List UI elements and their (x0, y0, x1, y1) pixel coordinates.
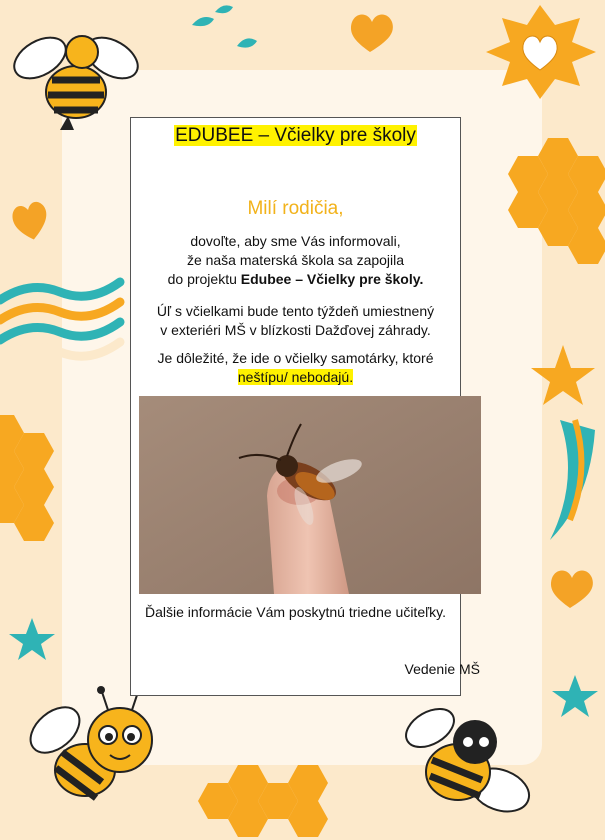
more-info: Ďalšie informácie Vám poskytnú triedne učiteľky. (144, 604, 447, 620)
solitary-line: Je dôležité, že ide o včielky samotárky, ktoré (157, 350, 434, 366)
solitary-paragraph (137, 349, 454, 387)
intro-paragraph (137, 232, 454, 289)
greeting: Milí rodičia, (247, 198, 344, 219)
hive-line: Úľ s včielkami bude tento týždeň umiestnený (156, 303, 435, 319)
hive-line: v exteriéri MŠ v blízkosti Dažďovej záhrady. (160, 322, 431, 338)
intro-line: dovoľte, aby sme Vás informovali, (190, 233, 401, 249)
document-title-text: EDUBEE – Včielky pre školy (175, 125, 416, 146)
intro-line (137, 270, 454, 289)
solitary-line (137, 368, 454, 387)
info-notice (130, 117, 480, 696)
document-title (131, 125, 460, 147)
intro-prefix: do projektu (167, 271, 241, 287)
signature: Vedenie MŠ (404, 661, 480, 677)
star-icon (486, 5, 596, 99)
intro-line: že naša materská škola sa zapojila (186, 252, 405, 268)
project-name: Edubee – Včielky pre školy. (240, 271, 424, 287)
highlight-text: neštípu/ nebodajú. (237, 369, 354, 385)
bee-on-finger-photo (139, 396, 481, 594)
hive-paragraph (137, 302, 454, 340)
